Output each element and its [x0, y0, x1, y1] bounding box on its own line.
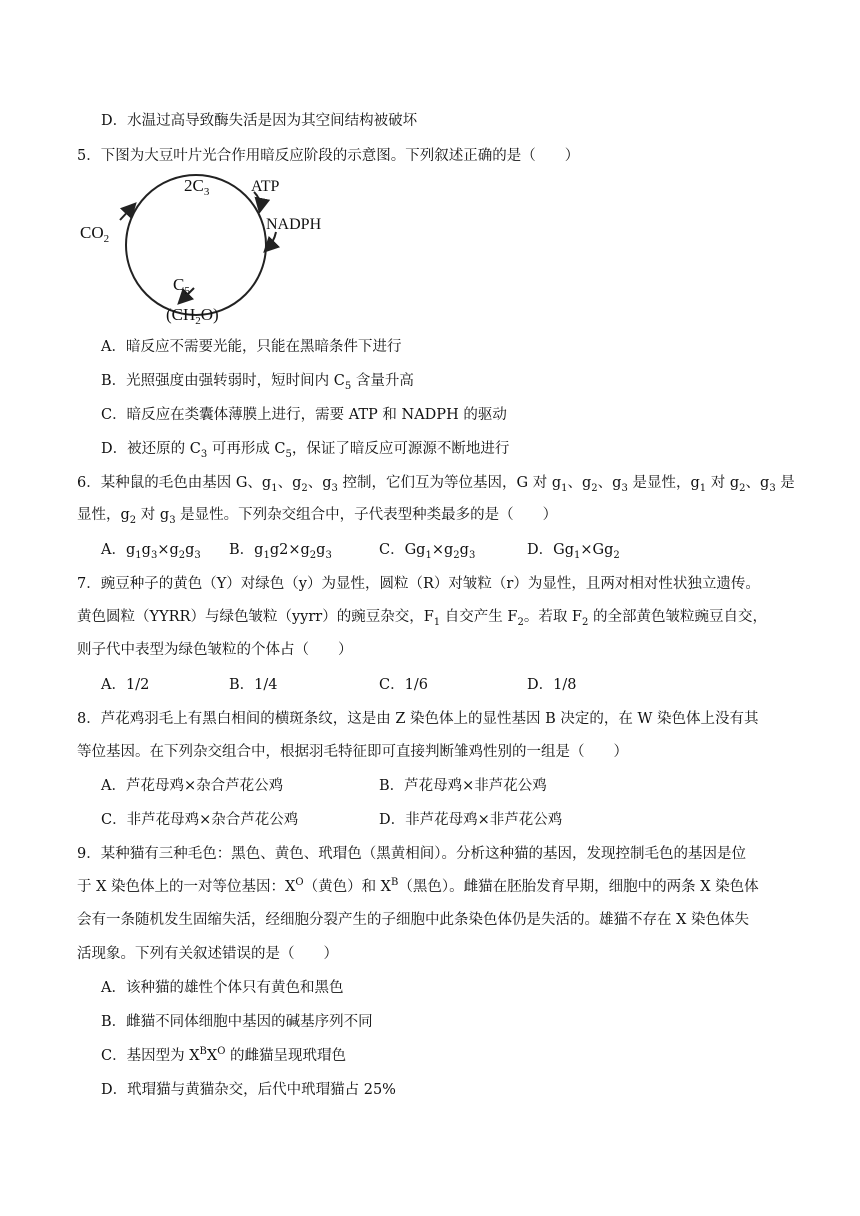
q8-stem-line2: 等位基因。在下列杂交组合中，根据羽毛特征即可直接判断雏鸡性别的一组是（ ） [77, 744, 628, 760]
q9-stem-line2: 于 X 染色体上的一对等位基因：$X^O$（黄色）和 $X^B$（黑色）。雌猫在胚胎发育早期，细胞中的两条 X 染色体 [77, 877, 759, 895]
q7-stem-line1: 7．豌豆种子的黄色（Y）对绿色（y）为显性，圆粒（R）对皱粒（r）为显性，且两对相对性状独立遗传。 [77, 576, 760, 592]
q4-option-d: D．水温过高导致酶失活是因为其空间结构被破坏 [101, 113, 418, 129]
label-c5: $C_5$ [173, 275, 190, 297]
q6-stem-line1: 6．某种鼠的毛色由基因 G、$g_1$、$g_2$、$g_3$ 控制，它们互为等位基因，G 对 $g_1$、$g_2$、$g_3$ 是显性，$g_1$ 对 $g_2$、$g_3$ 是 [77, 475, 795, 494]
q7-option-b: B．1/4 [229, 677, 278, 693]
label-atp: ATP [251, 178, 280, 195]
label-nadph: NADPH [266, 216, 322, 233]
q6-option-c: C．$Gg_1\times g_2g_3$ [379, 542, 476, 561]
q9-option-b: B．雌猫不同体细胞中基因的碱基序列不同 [101, 1014, 373, 1030]
q7-stem-line2: 黄色圆粒（YYRR）与绿色皱粒（yyrr）的豌豆杂交，$F_1$ 自交产生 $F_2$。若取 $F_2$ 的全部黄色皱粒豌豆自交， [77, 609, 767, 628]
q7-option-d: D．1/8 [527, 677, 577, 693]
q8-option-a: A．芦花母鸡×杂合芦花公鸡 [101, 778, 284, 794]
q5-option-d: D．被还原的 $C_3$ 可再形成 $C_5$，保证了暗反应可源源不断地进行 [101, 441, 510, 460]
calvin-cycle-diagram [76, 170, 356, 328]
q5-option-c: C．暗反应在类囊体薄膜上进行，需要 ATP 和 NADPH 的驱动 [101, 407, 507, 423]
q8-option-d: D．非芦花母鸡×非芦花公鸡 [379, 812, 563, 828]
q6-option-b: B．$g_1g2\times g_2g_3$ [229, 542, 332, 561]
cycle-circle [126, 175, 266, 315]
q8-option-b: B．芦花母鸡×非芦花公鸡 [379, 778, 547, 794]
q9-option-d: D．玳瑁猫与黄猫杂交，后代中玳瑁猫占 25% [101, 1082, 396, 1098]
q8-stem-line1: 8．芦花鸡羽毛上有黑白相间的横斑条纹，这是由 Z 染色体上的显性基因 B 决定的，在 W 染色体上没有其 [77, 711, 759, 727]
q6-option-a: A．$g_1g_3\times g_2g_3$ [101, 542, 201, 561]
label-co2: $CO_2$ [80, 223, 110, 245]
label-ch2o: $(CH_2O)$ [166, 305, 219, 327]
q5-option-a: A．暗反应不需要光能，只能在黑暗条件下进行 [101, 339, 402, 355]
q9-option-a: A．该种猫的雄性个体只有黄色和黑色 [101, 980, 344, 996]
q8-option-c: C．非芦花母鸡×杂合芦花公鸡 [101, 812, 299, 828]
q9-option-c: C．基因型为 $X^BX^O$ 的雌猫呈现玳瑁色 [101, 1046, 347, 1064]
q7-option-c: C．1/6 [379, 677, 428, 693]
q9-stem-line1: 9．某种猫有三种毛色：黑色、黄色、玳瑁色（黑黄相间）。分析这种猫的基因，发现控制毛色的基因是位 [77, 846, 746, 862]
q9-stem-line4: 活现象。下列有关叙述错误的是（ ） [77, 946, 338, 962]
q9-stem-line3: 会有一条随机发生固缩失活，经细胞分裂产生的子细胞中此条染色体仍是失活的。雄猫不存在 X 染色体失 [77, 912, 750, 928]
q5-option-b: B．光照强度由强转弱时，短时间内 $C_5$ 含量升高 [101, 373, 414, 392]
q5-stem: 5．下图为大豆叶片光合作用暗反应阶段的示意图。下列叙述正确的是（ ） [77, 148, 580, 164]
q6-stem-line2: 显性，$g_2$ 对 $g_3$ 是显性。下列杂交组合中，子代表型种类最多的是（ ） [77, 507, 558, 526]
arrow-nadph-in [266, 232, 276, 250]
q7-option-a: A．1/2 [101, 677, 150, 693]
q6-option-d: D．$Gg_1\times Gg_2$ [527, 542, 620, 561]
label-2c3: $2C_3$ [184, 176, 210, 198]
q7-stem-line3: 则子代中表型为绿色皱粒的个体占（ ） [77, 642, 353, 658]
